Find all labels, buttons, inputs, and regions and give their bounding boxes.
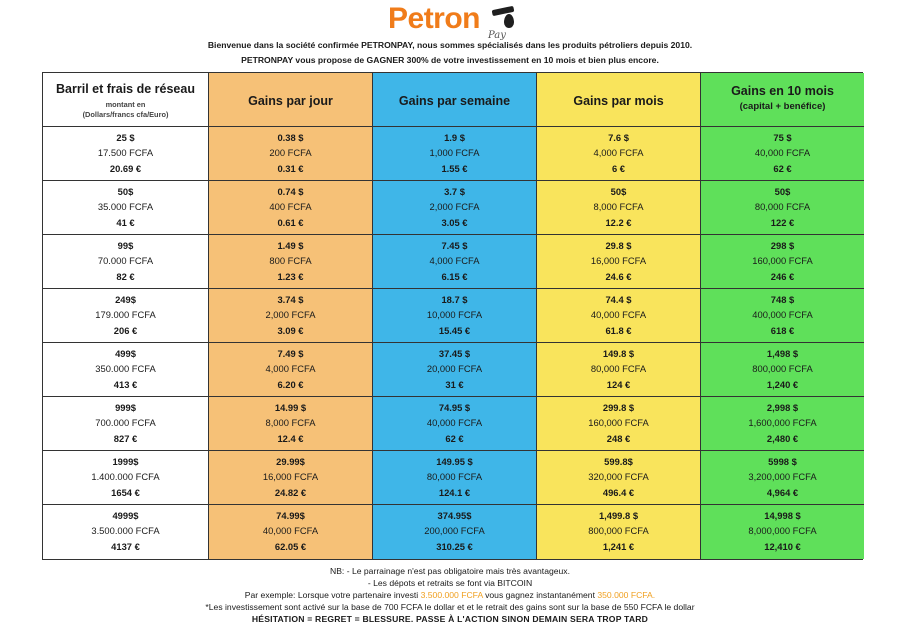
usd-value: 1999$ <box>112 456 139 467</box>
usd-value: 149.95 $ <box>436 456 473 467</box>
column-month <box>537 73 701 559</box>
fcfa-value: 160,000 FCFA <box>588 417 649 428</box>
note-example <box>0 590 900 600</box>
eur-value: 31 € <box>445 379 464 390</box>
table-cell-ten <box>701 343 864 397</box>
table-cell-base <box>43 451 208 505</box>
fcfa-value: 320,000 FCFA <box>588 471 649 482</box>
fcfa-value: 400,000 FCFA <box>752 309 813 320</box>
usd-value: 7.49 $ <box>277 348 304 359</box>
usd-value: 1.49 $ <box>277 240 304 251</box>
fcfa-value: 16,000 FCFA <box>262 471 319 482</box>
fcfa-value: 70.000 FCFA <box>97 255 154 266</box>
note-slogan: HÉSITATION = REGRET = BLESSURE. PASSE À L'ACTION SINON DEMAIN SERA TROP TARD <box>251 614 649 624</box>
usd-value: 29.8 $ <box>605 240 632 251</box>
usd-value: 1.9 $ <box>444 132 465 143</box>
note-bitcoin: - Les dépots et retraits se font via BITCOIN <box>367 578 533 588</box>
fcfa-value: 4,000 FCFA <box>265 363 316 374</box>
usd-value: 374.95$ <box>437 510 472 521</box>
oil-drop-icon <box>504 14 514 28</box>
usd-value: 7.45 $ <box>441 240 468 251</box>
table-cell-base <box>43 505 208 559</box>
usd-value: 74.4 $ <box>605 294 632 305</box>
header-base-units: (Dollars/francs cfa/Euro) <box>82 110 169 119</box>
fcfa-value: 80,000 FCFA <box>590 363 647 374</box>
table-cell-ten <box>701 505 864 559</box>
usd-value: 99$ <box>117 240 134 251</box>
fcfa-value: 2,000 FCFA <box>429 201 480 212</box>
column-base <box>43 73 209 559</box>
eur-value: 61.8 € <box>605 325 632 336</box>
note-example-gain: 350.000 FCFA. <box>597 590 656 600</box>
header-day <box>209 73 372 127</box>
petronpay-logo <box>388 2 528 40</box>
eur-value: 3.09 € <box>277 325 304 336</box>
eur-value: 24.6 € <box>605 271 632 282</box>
eur-value: 1.23 € <box>277 271 304 282</box>
usd-value: 37.45 $ <box>438 348 471 359</box>
note-rates: *Les investissement sont activé sur la base de 700 FCFA le dollar et et le retrait des gains sont sur la base de 550 FCFA le dollar <box>205 602 695 612</box>
table-cell-day <box>209 343 372 397</box>
fcfa-value: 4,000 FCFA <box>593 147 644 158</box>
fcfa-value: 8,000,000 FCFA <box>748 525 817 536</box>
header-month <box>537 73 700 127</box>
eur-value: 0.31 € <box>277 163 304 174</box>
gains-table <box>42 72 863 560</box>
eur-value: 246 € <box>770 271 795 282</box>
table-cell-week <box>373 127 536 181</box>
fcfa-value: 800,000 FCFA <box>752 363 813 374</box>
fcfa-value: 17.500 FCFA <box>97 147 154 158</box>
fcfa-value: 80,000 FCFA <box>754 201 811 212</box>
eur-value: 248 € <box>606 433 631 444</box>
usd-value: 249$ <box>115 294 136 305</box>
eur-value: 6 € <box>611 163 626 174</box>
eur-value: 618 € <box>770 325 795 336</box>
fcfa-value: 8,000 FCFA <box>593 201 644 212</box>
table-cell-base <box>43 289 208 343</box>
header-ten-months-subtitle: (capital + benéfice) <box>739 101 826 112</box>
eur-value: 12.4 € <box>277 433 304 444</box>
table-cell-month <box>537 181 700 235</box>
header-week <box>373 73 536 127</box>
eur-value: 413 € <box>113 379 138 390</box>
usd-value: 3.7 $ <box>444 186 465 197</box>
eur-value: 4137 € <box>111 541 140 552</box>
table-cell-month <box>537 451 700 505</box>
table-cell-week <box>373 289 536 343</box>
table-cell-month <box>537 505 700 559</box>
usd-value: 4999$ <box>112 510 139 521</box>
table-cell-ten <box>701 235 864 289</box>
column-week <box>373 73 537 559</box>
eur-value: 12.2 € <box>605 217 632 228</box>
eur-value: 62 € <box>773 163 792 174</box>
fcfa-value: 200 FCFA <box>269 147 312 158</box>
usd-value: 29.99$ <box>276 456 305 467</box>
fcfa-value: 3.500.000 FCFA <box>91 525 160 536</box>
eur-value: 6.20 € <box>277 379 304 390</box>
fcfa-value: 35.000 FCFA <box>97 201 154 212</box>
fcfa-value: 4,000 FCFA <box>429 255 480 266</box>
table-cell-week <box>373 451 536 505</box>
header-base-title: Barril et frais de réseau <box>56 82 195 96</box>
usd-value: 0.38 $ <box>277 132 304 143</box>
usd-value: 999$ <box>115 402 136 413</box>
note-example-prefix: Par exemple: Lorsque votre partenaire investi <box>244 590 421 600</box>
usd-value: 2,998 $ <box>766 402 799 413</box>
fcfa-value: 400 FCFA <box>269 201 312 212</box>
table-cell-ten <box>701 397 864 451</box>
table-cell-day <box>209 127 372 181</box>
fcfa-value: 3,200,000 FCFA <box>748 471 817 482</box>
usd-value: 298 $ <box>770 240 795 251</box>
eur-value: 4,964 € <box>766 487 799 498</box>
eur-value: 124 € <box>606 379 631 390</box>
table-cell-day <box>209 289 372 343</box>
usd-value: 74.95 $ <box>438 402 471 413</box>
fcfa-value: 40,000 FCFA <box>590 309 647 320</box>
table-cell-month <box>537 235 700 289</box>
fcfa-value: 1,000 FCFA <box>429 147 480 158</box>
eur-value: 20.69 € <box>109 163 142 174</box>
table-cell-day <box>209 397 372 451</box>
fcfa-value: 200,000 FCFA <box>424 525 485 536</box>
usd-value: 3.74 $ <box>277 294 304 305</box>
note-example-invest: 3.500.000 FCFA <box>420 590 483 600</box>
fcfa-value: 160,000 FCFA <box>752 255 813 266</box>
eur-value: 24.82 € <box>274 487 307 498</box>
table-cell-day <box>209 451 372 505</box>
usd-value: 1,498 $ <box>766 348 799 359</box>
header-base <box>43 73 208 127</box>
usd-value: 50$ <box>774 186 791 197</box>
note-example-mid: vous gagnez instantanément <box>482 590 598 600</box>
header-week-title: Gains par semaine <box>398 94 511 108</box>
eur-value: 827 € <box>113 433 138 444</box>
fcfa-value: 16,000 FCFA <box>590 255 647 266</box>
fcfa-value: 1,600,000 FCFA <box>748 417 817 428</box>
logo-subtext: Pay <box>488 30 506 41</box>
fcfa-value: 800,000 FCFA <box>588 525 649 536</box>
eur-value: 6.15 € <box>441 271 468 282</box>
usd-value: 75 $ <box>773 132 792 143</box>
usd-value: 149.8 $ <box>602 348 635 359</box>
eur-value: 2,480 € <box>766 433 799 444</box>
table-cell-week <box>373 235 536 289</box>
eur-value: 62.05 € <box>274 541 307 552</box>
fcfa-value: 2,000 FCFA <box>265 309 316 320</box>
fcfa-value: 350.000 FCFA <box>95 363 156 374</box>
table-cell-base <box>43 343 208 397</box>
usd-value: 14.99 $ <box>274 402 307 413</box>
usd-value: 599.8$ <box>604 456 633 467</box>
eur-value: 122 € <box>770 217 795 228</box>
table-cell-base <box>43 127 208 181</box>
intro-welcome: Bienvenue dans la société confirmée PETRONPAY, nous sommes spécialisés dans les produits pétroliers depuis 2010. <box>207 40 693 50</box>
table-cell-month <box>537 343 700 397</box>
fcfa-value: 20,000 FCFA <box>426 363 483 374</box>
eur-value: 206 € <box>113 325 138 336</box>
note-nb: NB: - Le parrainage n'est pas obligatoire mais très avantageux. <box>329 566 570 576</box>
fcfa-value: 40,000 FCFA <box>754 147 811 158</box>
fcfa-value: 700.000 FCFA <box>95 417 156 428</box>
table-cell-day <box>209 181 372 235</box>
usd-value: 74.99$ <box>276 510 305 521</box>
table-cell-ten <box>701 127 864 181</box>
eur-value: 12,410 € <box>764 541 801 552</box>
table-cell-base <box>43 235 208 289</box>
usd-value: 0.74 $ <box>277 186 304 197</box>
eur-value: 82 € <box>116 271 135 282</box>
fcfa-value: 800 FCFA <box>269 255 312 266</box>
fcfa-value: 40,000 FCFA <box>426 417 483 428</box>
fcfa-value: 80,000 FCFA <box>426 471 483 482</box>
fcfa-value: 10,000 FCFA <box>426 309 483 320</box>
table-cell-week <box>373 505 536 559</box>
usd-value: 299.8 $ <box>602 402 635 413</box>
table-cell-base <box>43 181 208 235</box>
table-cell-ten <box>701 181 864 235</box>
header-day-title: Gains par jour <box>248 94 333 108</box>
table-cell-day <box>209 505 372 559</box>
usd-value: 5998 $ <box>768 456 797 467</box>
table-cell-week <box>373 343 536 397</box>
fcfa-value: 8,000 FCFA <box>265 417 316 428</box>
table-cell-base <box>43 397 208 451</box>
table-cell-month <box>537 397 700 451</box>
eur-value: 3.05 € <box>441 217 468 228</box>
usd-value: 25 $ <box>116 132 135 143</box>
eur-value: 310.25 € <box>436 541 473 552</box>
eur-value: 1,240 € <box>766 379 799 390</box>
fcfa-value: 1.400.000 FCFA <box>91 471 160 482</box>
column-day <box>209 73 373 559</box>
table-cell-month <box>537 289 700 343</box>
usd-value: 50$ <box>117 186 134 197</box>
eur-value: 0.61 € <box>277 217 304 228</box>
intro-offer: PETRONPAY vous propose de GAGNER 300% de votre investissement en 10 mois et bien plus encore. <box>241 55 659 65</box>
table-cell-week <box>373 397 536 451</box>
header-month-title: Gains par mois <box>573 94 664 108</box>
eur-value: 1,241 € <box>602 541 635 552</box>
usd-value: 748 $ <box>770 294 795 305</box>
header-ten-months-title: Gains en 10 mois <box>731 84 834 98</box>
table-cell-month <box>537 127 700 181</box>
usd-value: 499$ <box>115 348 136 359</box>
usd-value: 7.6 $ <box>608 132 629 143</box>
eur-value: 62 € <box>445 433 464 444</box>
fcfa-value: 40,000 FCFA <box>262 525 319 536</box>
usd-value: 18.7 $ <box>441 294 468 305</box>
logo-wordmark: Petron <box>388 2 481 35</box>
usd-value: 14,998 $ <box>764 510 801 521</box>
table-cell-ten <box>701 289 864 343</box>
header-ten-months <box>701 73 864 127</box>
eur-value: 15.45 € <box>438 325 471 336</box>
fcfa-value: 179.000 FCFA <box>95 309 156 320</box>
table-cell-week <box>373 181 536 235</box>
column-ten-months <box>701 73 864 559</box>
header-base-subtitle: montant en <box>105 100 146 109</box>
eur-value: 496.4 € <box>602 487 635 498</box>
eur-value: 41 € <box>116 217 135 228</box>
usd-value: 1,499.8 $ <box>598 510 639 521</box>
table-cell-day <box>209 235 372 289</box>
eur-value: 1654 € <box>111 487 140 498</box>
eur-value: 1.55 € <box>441 163 468 174</box>
table-cell-ten <box>701 451 864 505</box>
usd-value: 50$ <box>610 186 627 197</box>
eur-value: 124.1 € <box>438 487 471 498</box>
